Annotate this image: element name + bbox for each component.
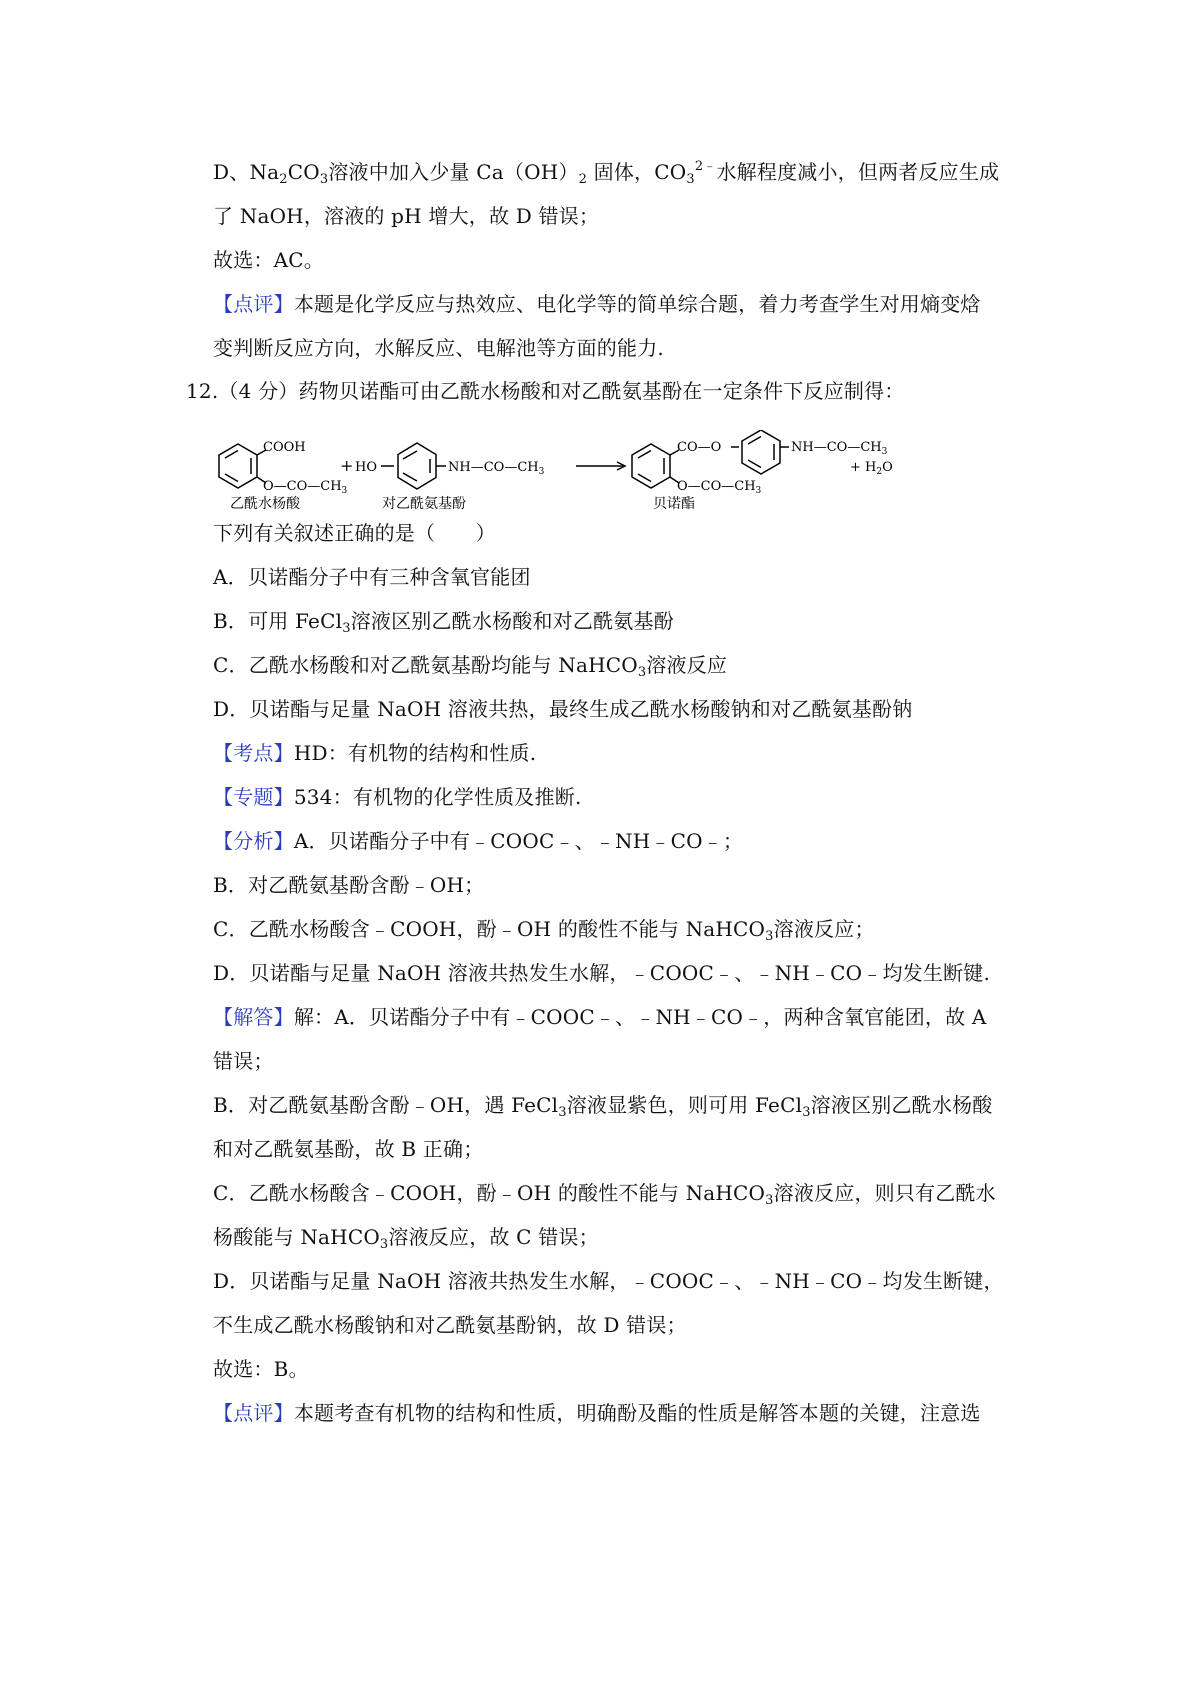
reaction-scheme — [200, 430, 900, 510]
option-a: A．贝诺酯分子中有三种含氧官能团 — [213, 565, 531, 589]
amide-group: $NH—CO—CH_3$ — [791, 440, 888, 457]
analysis-line: 【分析】A．贝诺酯分子中有﹣COOC﹣、﹣NH﹣CO﹣； — [213, 829, 744, 853]
section-tag: 【点评】 — [213, 292, 294, 316]
ester-group: $O—CO—CH_3$ — [263, 479, 348, 496]
section-tag: 【分析】 — [213, 829, 294, 853]
option-b: B．可用 FeCl$_3$溶液区别乙酰水杨酸和对乙酰氨基酚 — [213, 609, 674, 636]
amide-group: $NH—CO—CH_3$ — [448, 460, 545, 477]
answer-line: 【解答】解：A．贝诺酯分子中有﹣COOC﹣、﹣NH﹣CO﹣，两种含氧官能团，故 A — [213, 1005, 987, 1029]
section-tag: 【专题】 — [213, 785, 294, 809]
review-line: 【点评】本题考查有机物的结构和性质，明确酚及酯的性质是解答本题的关键，注意选 — [213, 1401, 981, 1425]
text-line: B．对乙酰氨基酚含酚﹣OH，遇 FeCl$_3$溶液显紫色，则可用 FeCl$_3$溶液区别乙酰水杨酸 — [213, 1093, 993, 1120]
review-line: 【点评】本题是化学反应与热效应、电化学等的简单综合题，着力考查学生对用熵变焓 — [213, 292, 981, 316]
section-tag: 【考点】 — [213, 741, 294, 765]
text-line: 故选：B。 — [213, 1357, 309, 1381]
text-line: 杨酸能与 NaHCO$_3$溶液反应，故 C 错误； — [213, 1225, 599, 1252]
compound-label: 贝诺酯 — [653, 496, 695, 510]
text-line: 和对乙酰氨基酚，故 B 正确； — [213, 1137, 484, 1161]
option-d: D．贝诺酯与足量 NaOH 溶液共热，最终生成乙酰水杨酸钠和对乙酰氨基酚钠 — [213, 697, 913, 721]
question-title: 12.（4 分）药物贝诺酯可由乙酰水杨酸和对乙酰氨基酚在一定条件下反应制得： — [186, 379, 905, 403]
ester-group: $O—CO—CH_3$ — [677, 479, 762, 496]
text-line: B．对乙酰氨基酚含酚﹣OH； — [213, 873, 485, 897]
section-tag: 【解答】 — [213, 1005, 294, 1029]
text-line: C．乙酰水杨酸含﹣COOH，酚﹣OH 的酸性不能与 NaHCO$_3$溶液反应，则只有乙酰水 — [213, 1181, 996, 1208]
ester-link: CO—O — [677, 440, 722, 455]
knowledge-point: 【考点】HD：有机物的结构和性质. — [213, 741, 537, 765]
text-line: D．贝诺酯与足量 NaOH 溶液共热发生水解，﹣COOC﹣、﹣NH﹣CO﹣均发生断键， — [213, 1269, 1004, 1293]
hydroxyl-group: HO — [355, 460, 377, 475]
option-c: C．乙酰水杨酸和对乙酰氨基酚均能与 NaHCO$_3$溶液反应 — [213, 653, 728, 680]
text-line: 不生成乙酰水杨酸钠和对乙酰氨基酚钠，故 D 错误； — [213, 1313, 687, 1337]
cooh-group: COOH — [263, 440, 306, 455]
text-line: 了 NaOH，溶液的 pH 增大，故 D 错误； — [213, 204, 600, 228]
text-line: 变判断反应方向，水解反应、电解池等方面的能力. — [213, 336, 664, 360]
text-line: 下列有关叙述正确的是（ ） — [213, 521, 496, 545]
plus-sign: + — [340, 456, 354, 475]
water-product: + $H_2O$ — [850, 460, 893, 477]
topic-line: 【专题】534：有机物的化学性质及推断. — [213, 785, 582, 809]
compound-label: 乙酰水杨酸 — [230, 496, 300, 510]
text-line: D、$Na_2CO_3$溶液中加入少量 $Ca(OH)_2$ 固体，$CO_3^{2﹣}$水解程度减小，但两者反应生成 — [213, 159, 1000, 187]
text-line: 故选：AC。 — [213, 248, 324, 272]
text-line: D．贝诺酯与足量 NaOH 溶液共热发生水解，﹣COOC﹣、﹣NH﹣CO﹣均发生断键. — [213, 961, 991, 985]
text-line: C．乙酰水杨酸含﹣COOH，酚﹣OH 的酸性不能与 NaHCO$_3$溶液反应； — [213, 917, 875, 944]
text-line: 错误； — [213, 1049, 274, 1073]
compound-label: 对乙酰氨基酚 — [382, 496, 466, 510]
section-tag: 【点评】 — [213, 1401, 294, 1425]
